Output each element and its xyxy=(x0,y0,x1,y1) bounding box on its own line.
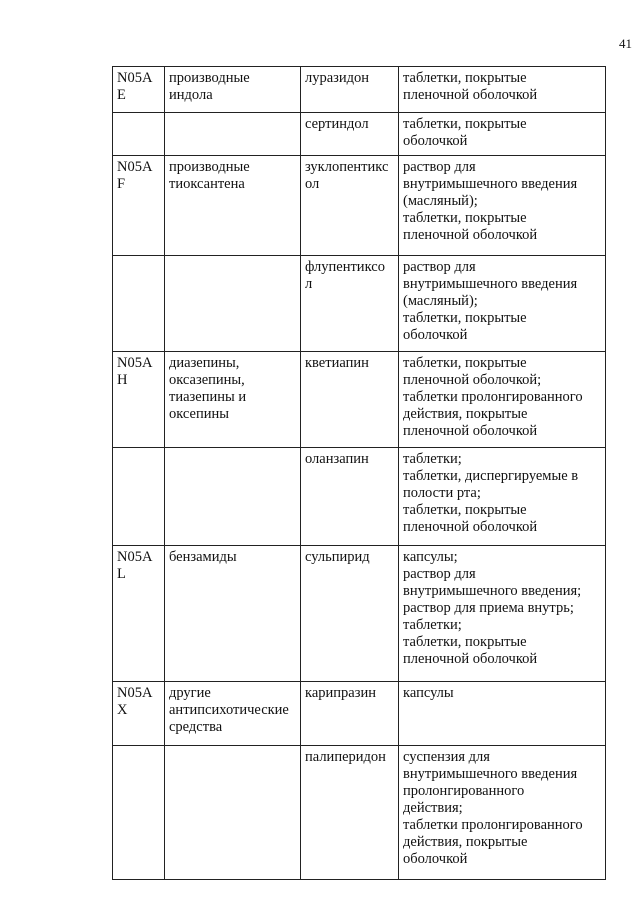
drug-cell: флупентиксо л xyxy=(301,256,399,352)
form-cell: раствор для внутримышечного введения (масляный); таблетки, покрытые оболочкой xyxy=(399,256,606,352)
table-row xyxy=(113,746,606,880)
atc-code-cell: N05AX xyxy=(113,682,165,746)
group-cell: диазепины, оксазепины, тиазепины и оксепины xyxy=(165,352,301,448)
table-row xyxy=(113,682,606,746)
group-cell xyxy=(165,448,301,546)
drug-cell: карипразин xyxy=(301,682,399,746)
atc-code-cell xyxy=(113,113,165,156)
drug-cell: палиперидон xyxy=(301,746,399,880)
table-row xyxy=(113,546,606,682)
atc-code-cell: N05AF xyxy=(113,156,165,256)
drug-cell: оланзапин xyxy=(301,448,399,546)
group-cell: производные индола xyxy=(165,67,301,113)
table-row xyxy=(113,67,606,113)
atc-code-cell xyxy=(113,746,165,880)
group-cell: бензамиды xyxy=(165,546,301,682)
drug-cell: луразидон xyxy=(301,67,399,113)
form-cell: таблетки, покрытые пленочной оболочкой; таблетки пролонгированного действия, покрытые пленочной оболочкой xyxy=(399,352,606,448)
group-cell xyxy=(165,113,301,156)
group-cell xyxy=(165,746,301,880)
drug-cell: сульпирид xyxy=(301,546,399,682)
table-row xyxy=(113,256,606,352)
group-cell: производные тиоксантена xyxy=(165,156,301,256)
atc-code-cell: N05AH xyxy=(113,352,165,448)
atc-code-cell xyxy=(113,448,165,546)
group-cell xyxy=(165,256,301,352)
table-row xyxy=(113,113,606,156)
form-cell: таблетки, покрытые оболочкой xyxy=(399,113,606,156)
drug-cell: зуклопентикс ол xyxy=(301,156,399,256)
form-cell: капсулы xyxy=(399,682,606,746)
table-row xyxy=(113,448,606,546)
table-row xyxy=(113,352,606,448)
atc-code-cell xyxy=(113,256,165,352)
table-row xyxy=(113,156,606,256)
form-cell: раствор для внутримышечного введения (масляный); таблетки, покрытые пленочной оболочкой xyxy=(399,156,606,256)
medication-table xyxy=(112,66,606,880)
drug-cell: сертиндол xyxy=(301,113,399,156)
form-cell: таблетки; таблетки, диспергируемые в полости рта; таблетки, покрытые пленочной оболочкой xyxy=(399,448,606,546)
drug-cell: кветиапин xyxy=(301,352,399,448)
group-cell: другие антипсихотические средства xyxy=(165,682,301,746)
page-number: 41 xyxy=(619,36,632,51)
form-cell: капсулы; раствор для внутримышечного введения; раствор для приема внутрь; таблетки; таблетки, покрытые пленочной оболочкой xyxy=(399,546,606,682)
atc-code-cell: N05AL xyxy=(113,546,165,682)
form-cell: таблетки, покрытые пленочной оболочкой xyxy=(399,67,606,113)
atc-code-cell: N05AE xyxy=(113,67,165,113)
form-cell: суспензия для внутримышечного введения пролонгированного действия; таблетки пролонгированного действия, покрытые оболочкой xyxy=(399,746,606,880)
